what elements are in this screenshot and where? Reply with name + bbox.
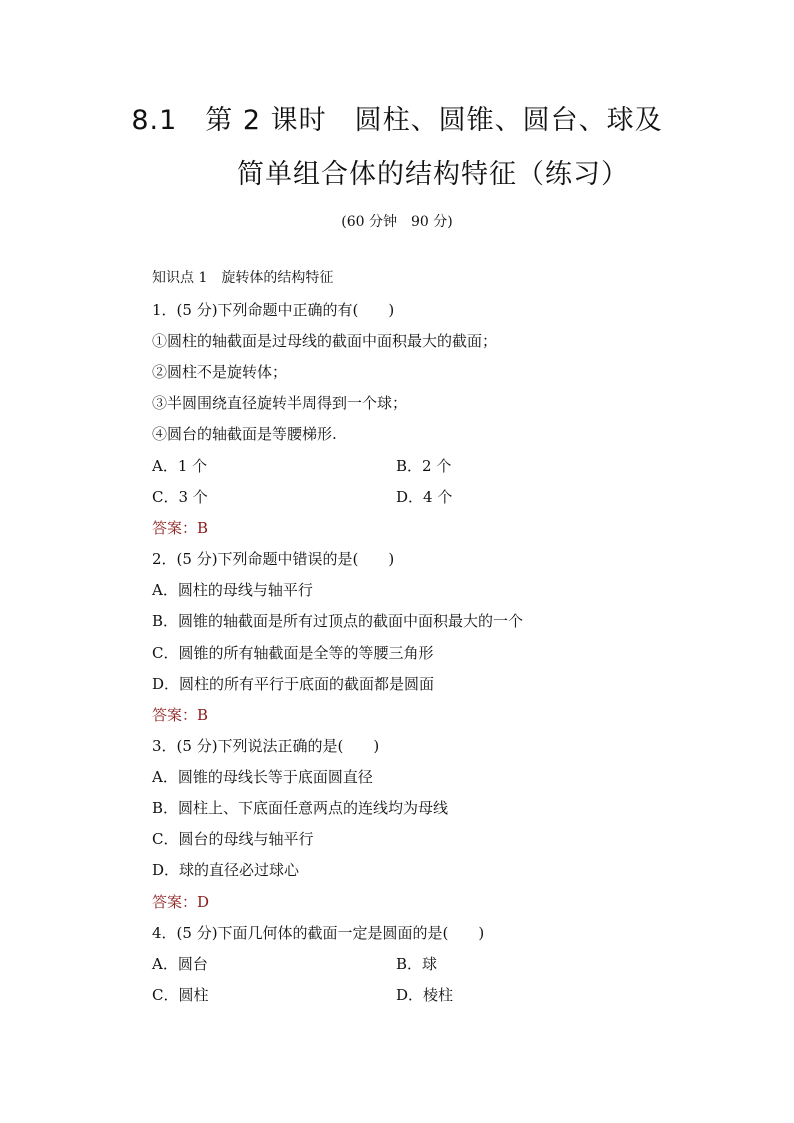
question-2-stem: 2．(5 分)下列命题中错误的是( ) <box>152 550 395 568</box>
q4-option-c: C．圆柱 <box>152 986 209 1004</box>
q2-option-c: C．圆锥的所有轴截面是全等的等腰三角形 <box>152 644 434 662</box>
q1-option-b: B．2 个 <box>396 457 452 475</box>
q3-option-a: A．圆锥的母线长等于底面圆直径 <box>152 768 373 786</box>
question-4-stem: 4．(5 分)下面几何体的截面一定是圆面的是( ) <box>152 924 485 942</box>
q4-option-a: A．圆台 <box>152 955 208 973</box>
q2-option-a: A．圆柱的母线与轴平行 <box>152 581 313 599</box>
question-3-stem: 3．(5 分)下列说法正确的是( ) <box>152 737 380 755</box>
question-1-stem: 1．(5 分)下列命题中正确的有( ) <box>152 301 395 319</box>
q2-option-d: D．圆柱的所有平行于底面的截面都是圆面 <box>152 675 435 693</box>
q4-option-d: D．棱柱 <box>396 986 454 1004</box>
q2-answer: 答案：B <box>152 706 209 724</box>
q4-option-b: B．球 <box>396 955 438 973</box>
q1-statement-3: ③半圆围绕直径旋转半周得到一个球； <box>152 394 408 412</box>
q3-option-b: B．圆柱上、下底面任意两点的连线均为母线 <box>152 799 449 817</box>
page-title-line2: 简单组合体的结构特征（练习） <box>237 159 629 190</box>
q1-answer: 答案：B <box>152 519 209 537</box>
q3-answer: 答案：D <box>152 893 210 911</box>
q3-option-d: D．球的直径必过球心 <box>152 861 300 879</box>
page-title-line1: 8.1 第 2 课时 圆柱、圆锥、圆台、球及 <box>131 105 663 136</box>
q1-statement-4: ④圆台的轴截面是等腰梯形. <box>152 425 337 443</box>
q3-option-c: C．圆台的母线与轴平行 <box>152 830 314 848</box>
q1-option-a: A．1 个 <box>152 457 208 475</box>
time-score-info: (60 分钟 90 分) <box>341 214 453 230</box>
q1-statement-2: ②圆柱不是旋转体； <box>152 363 288 381</box>
q2-option-b: B．圆锥的轴截面是所有过顶点的截面中面积最大的一个 <box>152 612 524 630</box>
section-heading: 知识点 1 旋转体的结构特征 <box>152 270 334 286</box>
q1-statement-1: ①圆柱的轴截面是过母线的截面中面积最大的截面； <box>152 332 498 350</box>
q1-option-c: C．3 个 <box>152 488 208 506</box>
q1-option-d: D．4 个 <box>396 488 453 506</box>
